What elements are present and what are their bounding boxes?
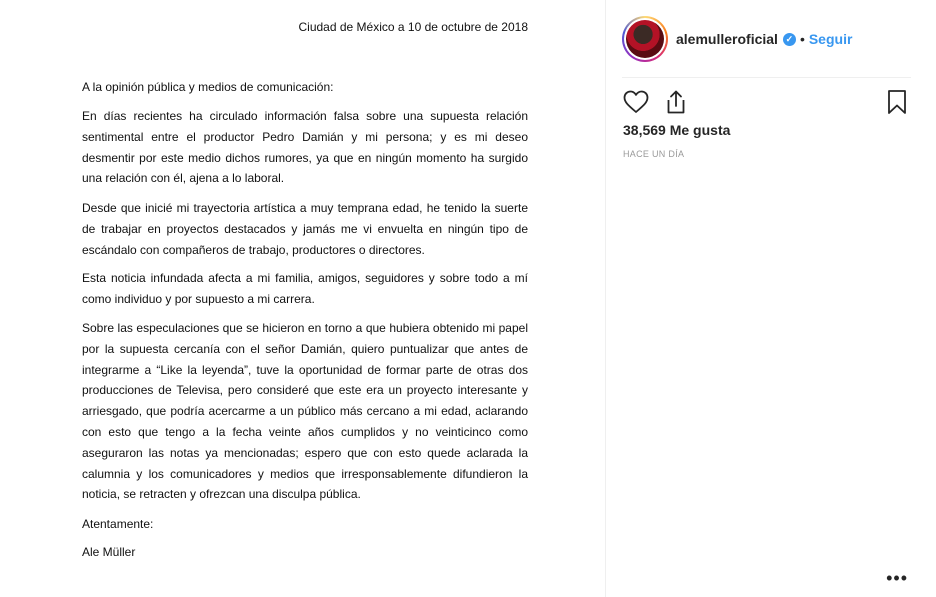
post-side-panel — [606, 0, 936, 597]
share-icon — [664, 89, 688, 115]
follow-button[interactable]: Seguir — [808, 31, 853, 47]
username-link[interactable]: alemulleroficial — [676, 31, 778, 47]
separator-dot: • — [799, 31, 805, 47]
heart-icon — [623, 90, 649, 114]
verified-badge-icon: ✓ — [783, 33, 796, 46]
avatar-image — [626, 20, 664, 58]
likes-count[interactable]: 38,569 Me gusta — [623, 122, 731, 138]
like-button[interactable] — [622, 88, 650, 116]
letter-paragraph-4: Sobre las especulaciones que se hicieron en torno a que hubiera obtenido mi papel por la supuesta cercanía con el señor Damián, quiero puntualizar que antes de integrarme a “Like la leyenda”, tuve la oportunidad de formar parte de otras dos producciones de Televisa, pero consideré que este era un proyecto interesante y arriesgado, que podría acercarme a un público más cercano a mi edad, aclarando con esto que tengo a la fecha veinte años cumplidos y no veinticinco como aseguraron las notas ya mencionadas; espero que con esto quede aclarada la calumnia y los comunicadores y medios que irresponsablemente difundieron la noticia, se retracten y ofrezcan una disculpa pública. — [82, 321, 528, 502]
share-button[interactable] — [662, 88, 690, 116]
bookmark-icon — [887, 89, 907, 115]
letter-closing: Atentamente: — [82, 517, 154, 531]
save-button[interactable] — [883, 88, 911, 116]
post-actions — [622, 88, 911, 116]
post-header — [622, 16, 911, 62]
letter-paragraph-2: Desde que inicié mi trayectoria artística a muy temprana edad, he tenido la suerte de trabajar en proyectos destacados y jamás me vi envuelta en ningún tipo de escándalo con compañeros de trabajo, productores o directores. — [82, 201, 528, 257]
letter-date: Ciudad de México a 10 de octubre de 2018 — [298, 20, 528, 34]
letter-paragraph-3: Esta noticia infundada afecta a mi familia, amigos, seguidores y sobre todo a mí como individuo y por supuesto a mi carrera. — [82, 271, 528, 306]
more-options-button[interactable]: ••• — [886, 568, 908, 588]
avatar[interactable] — [622, 16, 668, 62]
letter-salutation: A la opinión pública y medios de comunicación: — [82, 80, 334, 94]
letter-signature: Ale Müller — [82, 545, 136, 559]
header-divider — [622, 77, 911, 78]
letter-paragraph-1: En días recientes ha circulado información falsa sobre una supuesta relación sentimental entre el productor Pedro Damián y mi persona; y es mi deseo desmentir por este medio dichos rumores, ya que en ningún momento ha surgido una relación con él, ajena a lo laboral. — [82, 109, 528, 186]
post-timestamp[interactable]: HACE UN DÍA — [623, 149, 685, 159]
avatar-border — [624, 18, 666, 60]
